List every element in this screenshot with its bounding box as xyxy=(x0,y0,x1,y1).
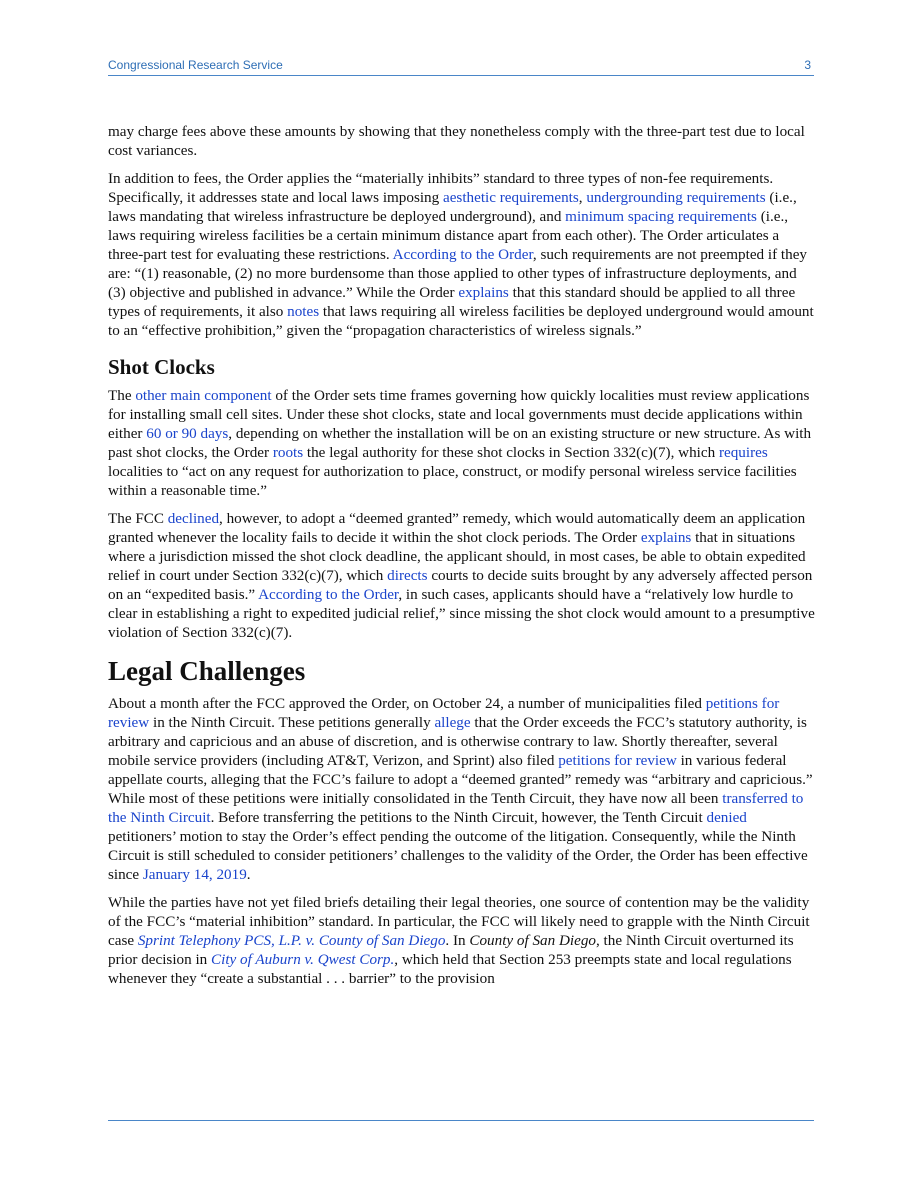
link-petitions-for-review-2[interactable]: petitions for review xyxy=(558,752,677,769)
link-aesthetic-requirements[interactable]: aesthetic requirements xyxy=(442,189,579,206)
link-explains-2[interactable]: explains xyxy=(640,529,692,546)
case-name-italic: County of San Diego xyxy=(469,932,596,949)
link-minimum-spacing-requirements[interactable]: minimum spacing requirements xyxy=(565,208,757,225)
page-header xyxy=(108,58,814,76)
link-60-or-90-days[interactable]: 60 or 90 days xyxy=(146,425,229,442)
link-according-to-order-2[interactable]: According to the Order xyxy=(258,586,399,603)
link-transferred-ninth-circuit[interactable]: transferred to the Ninth Circuit xyxy=(108,790,804,826)
link-requires[interactable]: requires xyxy=(718,444,768,461)
link-sprint-v-san-diego[interactable]: Sprint Telephony PCS, L.P. v. County of San Diego xyxy=(137,932,446,949)
link-january-14-2019[interactable]: January 14, 2019 xyxy=(142,866,247,883)
paragraph-fees-continued: may charge fees above these amounts by showing that they nonetheless comply with the three-part test due to local cost variances. xyxy=(108,123,805,159)
link-roots[interactable]: roots xyxy=(272,444,304,461)
link-notes[interactable]: notes xyxy=(287,303,320,320)
paragraph-contention: While the parties have not yet filed briefs detailing their legal theories, one source of contention may be the validity of the FCC’s “material inhibition” standard. In particular, the FCC will likely need to grapple with the Ninth Circuit case Sprint Telephony PCS, L.P. v. County of San Diego. In County of San Diego, the Ninth Circuit overturned its prior decision in City of Auburn v. Qwest Corp., which held that Section 253 preempts state and local regulations whenever they “create a substantial . . . barrier” to the provision xyxy=(108,894,810,987)
link-auburn-v-qwest[interactable]: City of Auburn v. Qwest Corp. xyxy=(211,951,395,968)
paragraph-petitions: About a month after the FCC approved the Order, on October 24, a number of municipalities filed petitions for review in the Ninth Circuit. These petitions generally allege that the Order exceeds the FCC’s statutory authority, is arbitrary and capricious and an abuse of discretion, and is otherwise contrary to law. Shortly thereafter, several mobile service providers (including AT&T, Verizon, and Sprint) also filed petitions for review in various federal appellate courts, alleging that the FCC’s failure to adopt a “deemed granted” remedy was “arbitrary and capricious.” While most of these petitions were initially consolidated in the Tenth Circuit, they have now all been transferred to the Ninth Circuit. Before transferring the petitions to the Ninth Circuit, however, the Tenth Circuit denied petitioners’ motion to stay the Order’s effect pending the outcome of the litigation. Consequently, while the Ninth Circuit is still scheduled to consider petitioners’ challenges to the validity of the Order, the Order has been effective since January 14, 2019. xyxy=(108,695,813,883)
link-other-main-component[interactable]: other main component xyxy=(135,387,272,404)
link-petitions-for-review[interactable]: petitions for review xyxy=(108,695,780,731)
page-number: 3 xyxy=(804,58,811,72)
footer-rule xyxy=(108,1120,814,1121)
document-body xyxy=(108,122,818,997)
link-undergrounding-requirements[interactable]: undergrounding requirements xyxy=(586,189,766,206)
paragraph-deemed-granted: The FCC declined, however, to adopt a “deemed granted” remedy, which would automatically deem an application granted whenever the locality fails to decide it within the shot clock periods. The Order explains that in situations where a jurisdiction missed the shot clock deadline, the applicant should, in most cases, be able to obtain expedited relief in court under Section 332(c)(7), which directs courts to decide suits brought by any adversely affected person on an “expedited basis.” According to the Order, in such cases, applicants should have a “relatively low hurdle to clear in establishing a right to expedited judicial relief,” since missing the shot clock would amount to a presumptive violation of Section 332(c)(7). xyxy=(108,510,815,641)
heading-legal-challenges: Legal Challenges xyxy=(108,656,306,686)
link-according-to-order[interactable]: According to the Order xyxy=(392,246,533,263)
link-declined[interactable]: declined xyxy=(167,510,220,527)
header-org: Congressional Research Service xyxy=(108,58,283,72)
link-explains[interactable]: explains xyxy=(458,284,509,301)
link-allege[interactable]: allege xyxy=(434,714,471,731)
link-denied[interactable]: denied xyxy=(706,809,747,826)
link-directs[interactable]: directs xyxy=(387,567,428,584)
heading-shot-clocks: Shot Clocks xyxy=(108,355,215,379)
paragraph-shot-clocks: The other main component of the Order sets time frames governing how quickly localities must review applications for installing small cell sites. Under these shot clocks, state and local governments must decide applications within either 60 or 90 days, depending on whether the installation will be on an existing structure or new structure. As with past shot clocks, the Order roots the legal authority for these shot clocks in Section 332(c)(7), which requires localities to “act on any request for authorization to place, construct, or modify personal wireless service facilities within a reasonable time.” xyxy=(108,387,812,499)
paragraph-non-fee-requirements: In addition to fees, the Order applies the “materially inhibits” standard to three types of non-fee requirements. Specifically, it addresses state and local laws imposing aesthetic requirements, undergrounding requirements (i.e., laws mandating that wireless infrastructure be deployed underground), and minimum spacing requirements (i.e., laws requiring wireless facilities be a certain minimum distance apart from each other). The Order articulates a three-part test for evaluating these restrictions. According to the Order, such requirements are not preempted if they are: “(1) reasonable, (2) no more burdensome than those applied to other types of infrastructure deployments, and (3) objective and published in advance.” While the Order explains that this standard should be applied to all three types of requirements, it also notes that laws requiring all wireless facilities be deployed underground would amount to an “effective prohibition,” given the “propagation characteristics of wireless signals.” xyxy=(108,170,814,339)
